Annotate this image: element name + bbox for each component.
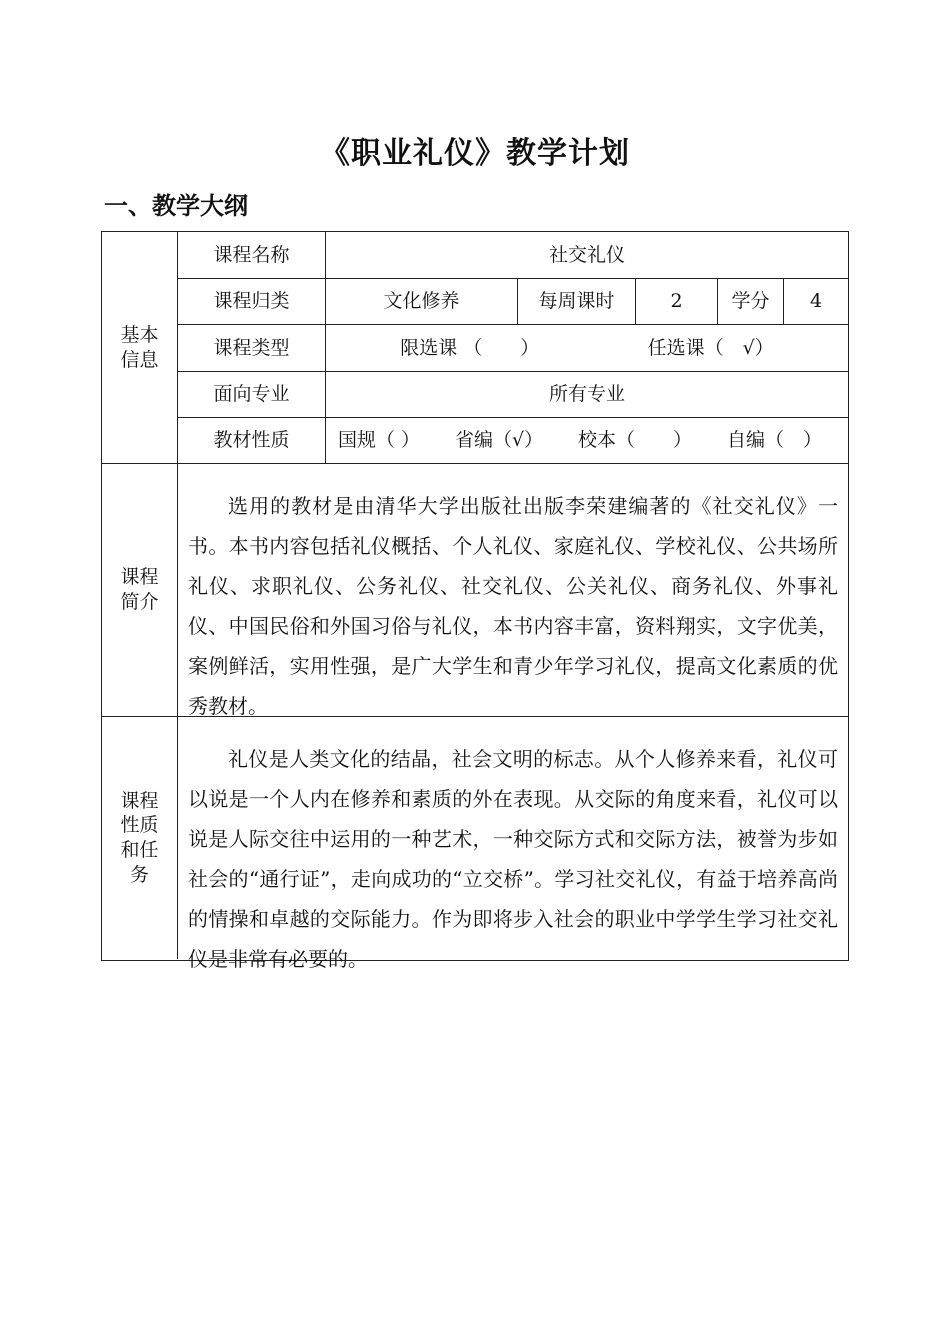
intro-label-line-2: 简介 <box>120 591 159 613</box>
basic-info-label-line-1: 基本 <box>120 323 159 346</box>
category-value <box>326 279 518 325</box>
textbook-option-school: 校本（ ） <box>578 429 693 452</box>
credits-label <box>718 279 784 325</box>
weekly-hours-value-text: 2 <box>670 290 683 313</box>
intro-paragraph: 选用的教材是由清华大学出版社出版李荣建编著的《社交礼仪》一书。本书内容包括礼仪概括、个人礼仪、家庭礼仪、学校礼仪、公共场所礼仪、求职礼仪、公务礼仪、社交礼仪、公关礼仪、商务礼仪、外事礼仪、中国民俗和外国习俗与礼仪，本书内容丰富，资料翔实，文字优美，案例鲜活，实用性强，是广大学生和青少年学习礼仪，提高文化素质的优秀教材。 <box>188 494 838 718</box>
course-name-label-text: 课程名称 <box>213 243 290 266</box>
basic-info-label-cell <box>102 232 178 464</box>
weekly-hours-label <box>518 279 636 325</box>
syllabus-table <box>101 231 849 971</box>
category-value-text: 文化修养 <box>383 290 460 313</box>
weekly-hours-value <box>636 279 718 325</box>
category-label-text: 课程归类 <box>213 290 290 313</box>
course-name-value-text: 社交礼仪 <box>548 243 625 266</box>
textbook-label-text: 教材性质 <box>213 429 290 452</box>
nature-text-cell <box>178 717 848 971</box>
textbook-label <box>178 418 326 464</box>
nature-label-line-4: 务 <box>129 863 149 886</box>
major-label-text: 面向专业 <box>213 383 290 406</box>
intro-label-cell <box>102 464 178 717</box>
page-title: 《职业礼仪》教学计划 <box>320 136 630 171</box>
course-name-value <box>326 232 848 279</box>
course-name-label <box>178 232 326 279</box>
credits-value <box>784 279 848 325</box>
textbook-options <box>326 418 848 464</box>
weekly-hours-label-text: 每周课时 <box>538 290 615 313</box>
basic-info-label-line-2: 信息 <box>120 348 159 371</box>
major-value-text: 所有专业 <box>548 383 625 406</box>
category-label <box>178 279 326 325</box>
credits-value-text: 4 <box>809 290 823 313</box>
textbook-option-self: 自编（ ） <box>726 429 822 452</box>
nature-label-cell <box>102 717 178 959</box>
intro-label-line-1: 课程 <box>120 566 159 589</box>
major-label <box>178 372 326 418</box>
nature-label-line-3: 和任 <box>120 839 159 861</box>
major-value <box>326 372 848 418</box>
type-label-text: 课程类型 <box>213 336 290 359</box>
nature-label-line-2: 性质 <box>120 814 159 837</box>
type-options <box>326 325 848 372</box>
type-option-elective: 任选课（ √） <box>647 336 774 359</box>
textbook-option-national: 国规（ ） <box>338 429 421 452</box>
section-heading: 一、教学大纲 <box>104 192 248 220</box>
intro-text-cell <box>178 464 848 717</box>
type-option-restricted: 限选课 （ ） <box>400 336 540 359</box>
nature-label-line-1: 课程 <box>120 789 159 812</box>
type-label <box>178 325 326 372</box>
credits-label-text: 学分 <box>731 290 770 313</box>
nature-paragraph: 礼仪是人类文化的结晶，社会文明的标志。从个人修养来看，礼仪可以说是一个人内在修养和素质的外在表现。从交际的角度来看，礼仪可以说是人际交往中运用的一种艺术，一种交际方式和交际方法，被誉为步如社会的“通行证”，走向成功的“立交桥”。学习社交礼仪，有益于培养高尚的情操和卓越的交际能力。作为即将步入社会的职业中学学生学习社交礼仪是非常有必要的。 <box>188 747 838 971</box>
textbook-option-provincial: 省编（√） <box>454 429 544 452</box>
